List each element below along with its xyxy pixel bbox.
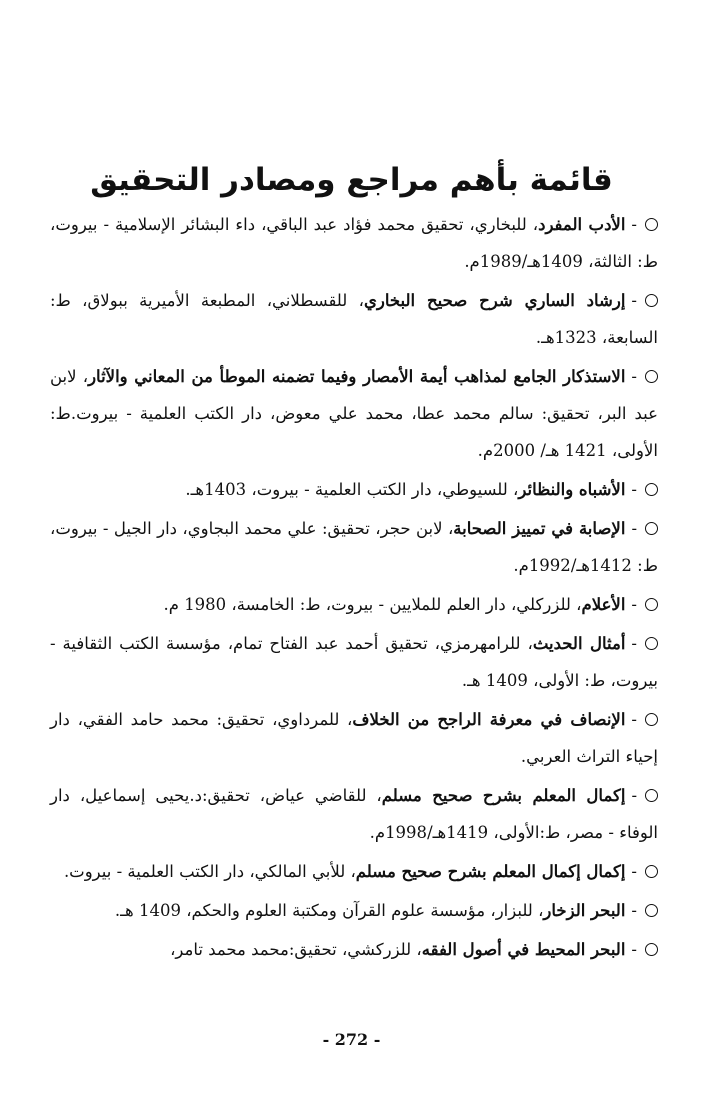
reference-details: ، للزركلي، دار العلم للملايين - بيروت، ط: الخامسة، 1980 م. bbox=[163, 595, 582, 614]
reference-title: إكمال المعلم بشرح صحيح مسلم bbox=[381, 786, 626, 805]
reference-title: إرشاد الساري شرح صحيح البخاري bbox=[363, 291, 626, 310]
circle-bullet-icon bbox=[645, 789, 658, 802]
entry-dash: - bbox=[631, 862, 637, 881]
reference-entry bbox=[50, 510, 658, 584]
reference-title: الأدب المفرد bbox=[538, 215, 626, 234]
reference-entry bbox=[50, 206, 658, 280]
reference-title: البحر المحيط في أصول الفقه bbox=[421, 940, 626, 959]
circle-bullet-icon bbox=[645, 943, 658, 956]
reference-entry bbox=[50, 892, 658, 929]
reference-title: الأعلام bbox=[581, 595, 626, 614]
reference-details: ، لابن حجر، تحقيق: علي محمد البجاوي، دار الجيل - بيروت، ط: 1412هـ/1992م. bbox=[50, 519, 658, 575]
reference-details: ، لابن عبد البر، تحقيق: سالم محمد عطا، محمد علي معوض، دار الكتب العلمية - بيروت.ط: الأولى، 1421 هـ/ 2000م. bbox=[50, 367, 658, 460]
reference-title: الأشباه والنظائر bbox=[518, 480, 626, 499]
reference-list bbox=[50, 206, 658, 970]
circle-bullet-icon bbox=[645, 637, 658, 650]
entry-dash: - bbox=[631, 480, 637, 499]
circle-bullet-icon bbox=[645, 904, 658, 917]
reference-details: ، للرامهرمزي، تحقيق أحمد عبد الفتاح تمام، مؤسسة الكتب الثقافية - بيروت، ط: الأولى، 1409 هـ. bbox=[50, 634, 658, 690]
reference-details: ، للمرداوي، تحقيق: محمد حامد الفقي، دار إحياء التراث العربي. bbox=[50, 710, 658, 766]
reference-entry bbox=[50, 471, 658, 508]
reference-entry bbox=[50, 625, 658, 699]
reference-details: ، للقاضي عياض، تحقيق:د.يحيى إسماعيل، دار الوفاء - مصر، ط:الأولى، 1419هـ/1998م. bbox=[50, 786, 658, 842]
reference-details: ، للأبي المالكي، دار الكتب العلمية - بيروت. bbox=[63, 862, 356, 881]
reference-title: أمثال الحديث bbox=[532, 634, 626, 653]
entry-dash: - bbox=[631, 215, 637, 234]
circle-bullet-icon bbox=[645, 598, 658, 611]
reference-details: ، للسيوطي، دار الكتب العلمية - بيروت، 1403هـ. bbox=[185, 480, 519, 499]
reference-title: البحر الزخار bbox=[543, 901, 626, 920]
reference-title: الإنصاف في معرفة الراجح من الخلاف bbox=[352, 710, 626, 729]
reference-details: ، للزركشي، تحقيق:محمد محمد تامر، bbox=[170, 940, 422, 959]
reference-title: إكمال إكمال المعلم بشرح صحيح مسلم bbox=[355, 862, 626, 881]
reference-details: ، للبزار، مؤسسة علوم القرآن ومكتبة العلوم والحكم، 1409 هـ. bbox=[114, 901, 544, 920]
reference-entry bbox=[50, 853, 658, 890]
circle-bullet-icon bbox=[645, 713, 658, 726]
entry-dash: - bbox=[631, 595, 637, 614]
reference-entry bbox=[50, 586, 658, 623]
reference-entry bbox=[50, 777, 658, 851]
reference-title: الاستذكار الجامع لمذاهب أيمة الأمصار وفيما تضمنه الموطأ من المعاني والآثار bbox=[88, 367, 626, 386]
entry-dash: - bbox=[631, 786, 638, 805]
entry-dash: - bbox=[631, 940, 637, 959]
circle-bullet-icon bbox=[645, 294, 658, 307]
entry-dash: - bbox=[631, 634, 637, 653]
entry-dash: - bbox=[631, 367, 637, 386]
reference-entry bbox=[50, 282, 658, 356]
reference-details: ، للبخاري، تحقيق محمد فؤاد عبد الباقي، داء البشائر الإسلامية - بيروت، ط: الثالثة، 1409هـ/1989م. bbox=[50, 215, 658, 271]
reference-entry bbox=[50, 701, 658, 775]
page-title: قائمة بأهم مراجع ومصادر التحقيق bbox=[90, 162, 613, 198]
circle-bullet-icon bbox=[645, 865, 658, 878]
reference-entry bbox=[50, 358, 658, 469]
entry-dash: - bbox=[631, 519, 638, 538]
circle-bullet-icon bbox=[645, 522, 658, 535]
circle-bullet-icon bbox=[645, 370, 658, 383]
reference-details: ، للقسطلاني، المطبعة الأميرية ببولاق، ط: السابعة، 1323هـ. bbox=[50, 291, 658, 347]
page-number: - 272 - bbox=[322, 1030, 381, 1049]
reference-entry bbox=[50, 931, 658, 968]
entry-dash: - bbox=[631, 901, 637, 920]
circle-bullet-icon bbox=[645, 483, 658, 496]
circle-bullet-icon bbox=[645, 218, 658, 231]
entry-dash: - bbox=[631, 291, 637, 310]
entry-dash: - bbox=[631, 710, 637, 729]
reference-title: الإصابة في تمييز الصحابة bbox=[453, 519, 626, 538]
